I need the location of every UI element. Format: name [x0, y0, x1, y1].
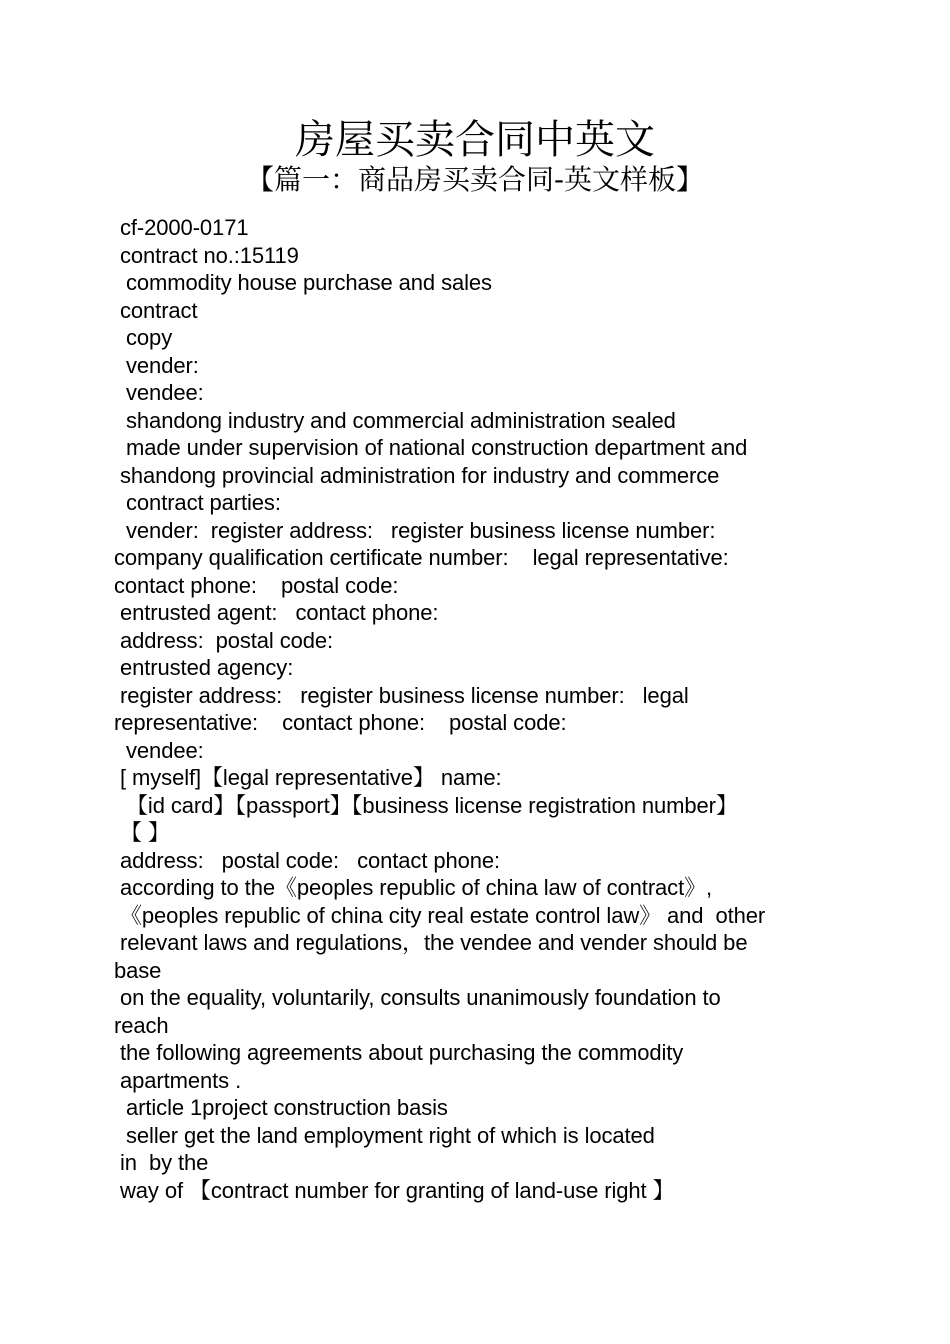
body-line: made under supervision of national construction department and: [114, 435, 748, 460]
body-line: representative: contact phone: postal code:: [114, 710, 567, 735]
body-line: cf-2000-0171: [114, 215, 249, 240]
body-line: contact phone: postal code:: [114, 572, 399, 598]
body-line: contract no.:15119: [114, 242, 299, 268]
body-line: shandong industry and commercial administration sealed: [114, 407, 676, 433]
body-line: address: postal code:: [114, 627, 334, 653]
body-line: article 1project construction basis: [114, 1095, 448, 1120]
body-line: according to the《peoples republic of china law of contract》,: [114, 875, 713, 900]
body-line: vender: register address: register business license number:: [114, 517, 716, 543]
body-line: relevant laws and regulations，the vendee and vender should be: [114, 930, 748, 955]
body-line: commodity house purchase and sales: [114, 270, 492, 295]
body-line: entrusted agent: contact phone:: [114, 600, 439, 625]
body-line: entrusted agency:: [114, 655, 294, 680]
document-title: 房屋买卖合同中英文: [295, 117, 655, 163]
body-line: seller get the land employment right of which is located: [114, 1122, 655, 1148]
body-line: apartments .: [114, 1067, 242, 1093]
body-line: copy: [114, 325, 173, 350]
document-subtitle: 【篇一：商品房买卖合同-英文样板】: [245, 163, 705, 196]
body-line: vendee:: [114, 737, 204, 763]
body-line: company qualification certificate number: legal representative:: [114, 545, 729, 570]
body-line: shandong provincial administration for industry and commerce: [114, 462, 720, 488]
body-line: contract: [114, 297, 198, 323]
body-line: address: postal code: contact phone:: [114, 847, 501, 873]
body-line: [ myself]【legal representative】 name:: [114, 765, 502, 790]
body-line: base: [114, 957, 162, 983]
body-line: on the equality, voluntarily, consults unanimously foundation to: [114, 985, 721, 1010]
body-line: reach: [114, 1012, 169, 1038]
body-line: 【 】: [114, 820, 170, 845]
body-line: 【id card】【passport】【business license registration number】: [114, 792, 738, 818]
body-line: in by the: [114, 1150, 209, 1175]
body-line: vender:: [114, 352, 199, 378]
contract-body: [114, 214, 844, 1204]
body-line: vendee:: [114, 380, 204, 405]
body-line: register address: register business license number: legal: [114, 682, 689, 708]
body-line: contract parties:: [114, 490, 281, 515]
body-line: way of 【contract number for granting of land-use right 】: [114, 1177, 675, 1203]
body-line: 《peoples republic of china city real estate control law》 and other: [114, 902, 766, 928]
body-line: the following agreements about purchasing the commodity: [114, 1040, 684, 1065]
